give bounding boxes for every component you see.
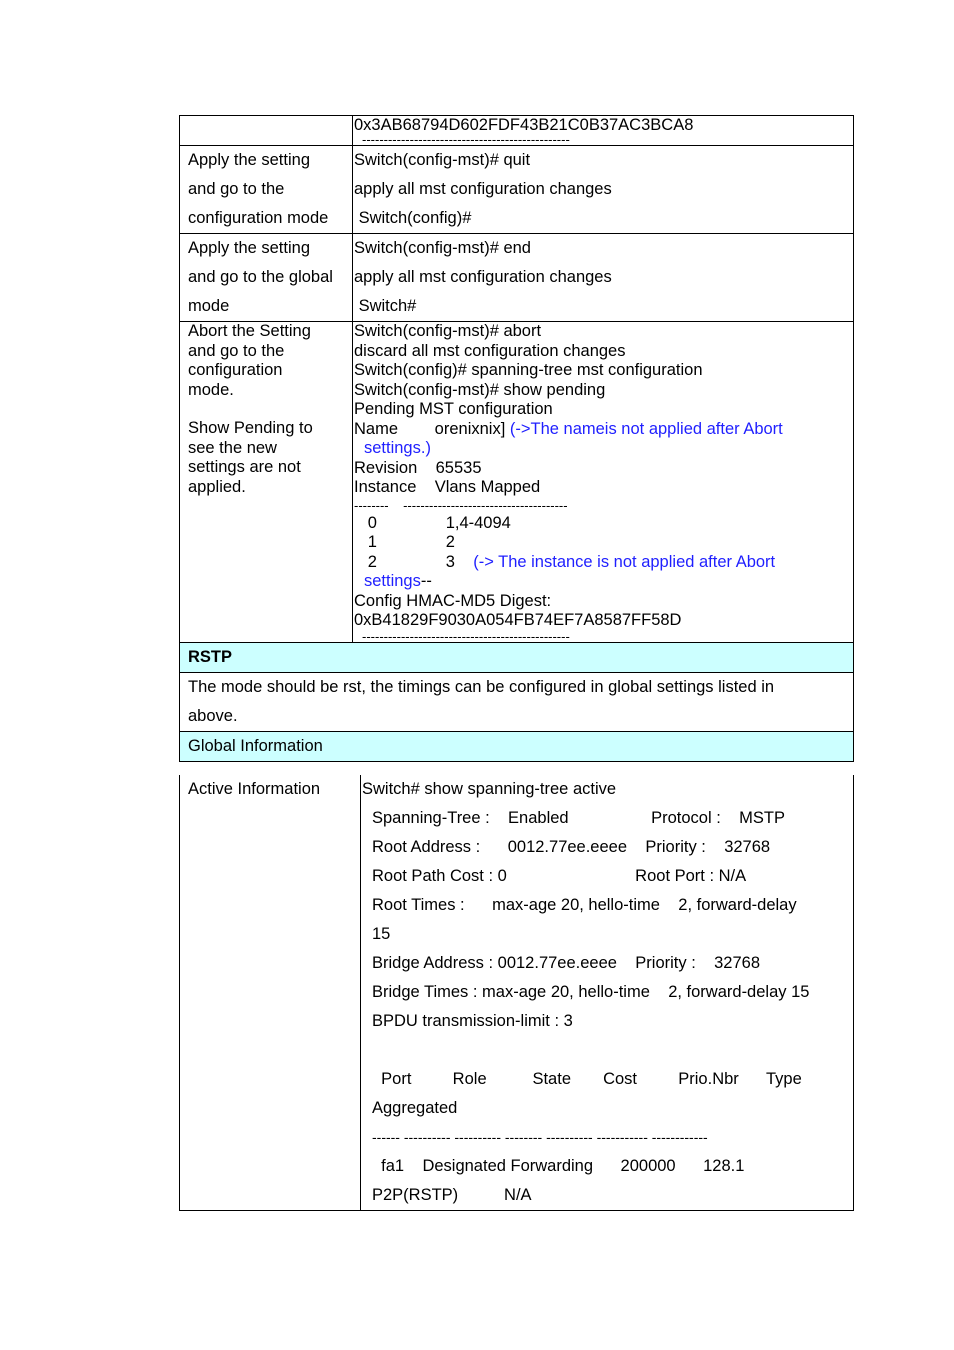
- apply-quit-row: [180, 146, 854, 234]
- abort-commands: Switch(config-mst)# abort discard all mst configuration changes Switch(config)# spanning-tree mst configuration Switch(config-mst)# show pending Pending MST configuration Name orenixnix] (->The nameis not applied after Abort settings.) Revision 65535 Instance Vlans Mapped -------- -------------------------------------- 0 1,4-4094 1 2 2 3 (-> The instance is not applied after Abort settings-- Config HMAC-MD5 Digest: 0xB41829F9030A054FB74EF7A8587FF58D ------------------------------------------------: [353, 322, 854, 643]
- apply-end-commands: Switch(config-mst)# end apply all mst configuration changes Switch#: [353, 234, 854, 322]
- abort-row: [180, 322, 854, 643]
- digest-row: [180, 116, 854, 146]
- dash-line: ------------------------------------------------: [362, 132, 570, 147]
- apply-end-row: [180, 234, 854, 322]
- digest-text: 0x3AB68794D602FDF43B21C0B37AC3BCA8: [354, 116, 694, 134]
- global-heading-row: [180, 731, 854, 761]
- global-heading: Global Information: [188, 736, 323, 755]
- active-output-cell: Switch# show spanning-tree active Spanning-Tree : Enabled Protocol : MSTP Root Address : 0012.77ee.eeee Priority : 32768 Root Path Cost : 0 Root Port : N/A Root Times : max-age 20, hello-time 2, forward-delay 15 Bridge Address : 0012.77ee.eeee Priority : 32768 Bridge Times : max-age 20, hello-time 2, forward-delay 15 BPDU transmission-limit : 3 Port Role State Cost Prio.Nbr Type Aggregated ------ ---------- ---------- -------- ---------- ----------- ------------ fa1 Designated Forwarding 200000 128.1 P2P(RSTP) N/A: [361, 775, 854, 1211]
- active-label-cell: [180, 775, 361, 1211]
- apply-quit-commands: Switch(config-mst)# quit apply all mst configuration changes Switch(config)#: [353, 146, 854, 234]
- name-note: (->The nameis not applied after Abort: [509, 419, 783, 438]
- active-cmd: Switch# show spanning-tree active: [362, 780, 617, 798]
- digest-cell: [353, 116, 854, 146]
- name-line: Name orenixnix] (->The nameis not applied after Abort: [354, 419, 783, 438]
- rstp-desc-row: The mode should be rst, the timings can be configured in global settings listed in above.: [180, 672, 854, 731]
- active-label: Active Information: [188, 780, 321, 798]
- rstp-heading-row: [180, 642, 854, 672]
- rstp-desc: The mode should be rst, the timings can be configured in global settings listed in: [188, 677, 775, 696]
- apply-quit-label: Apply the setting and go to the configuration mode: [180, 146, 353, 234]
- active-table: [179, 775, 854, 1211]
- active-row: [180, 775, 854, 1211]
- abort-label: Abort the Setting and go to the configuration mode. Show Pending to see the new settings are not applied.: [180, 322, 353, 643]
- config-table: [179, 115, 854, 762]
- empty-cell: [180, 116, 353, 146]
- apply-end-label: Apply the setting and go to the global mode: [180, 234, 353, 322]
- rstp-heading: RSTP: [188, 647, 233, 666]
- inst2-line: 2 3 (-> The instance is not applied after Abort: [354, 552, 776, 571]
